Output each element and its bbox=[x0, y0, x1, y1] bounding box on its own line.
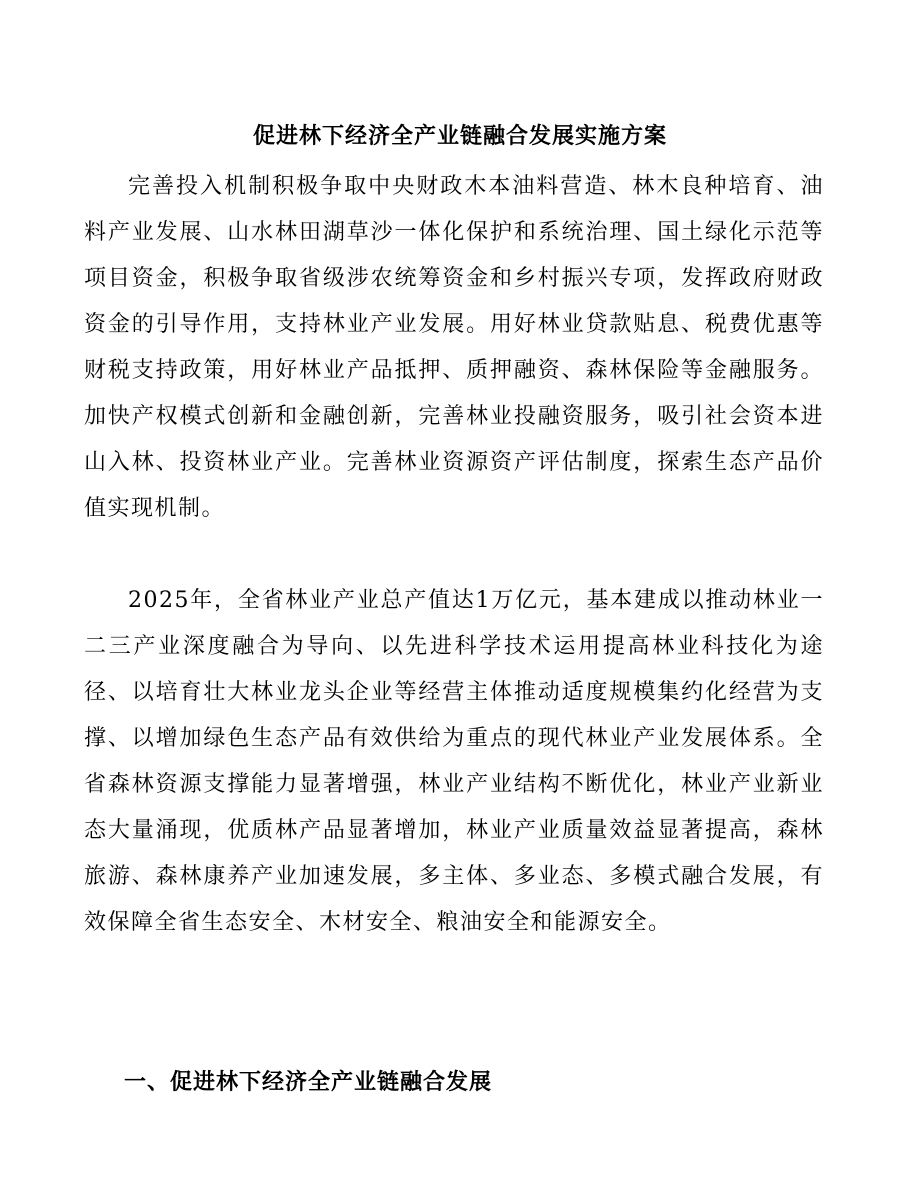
section-heading: 一、促进林下经济全产业链融合发展 bbox=[124, 1069, 493, 1095]
body-paragraph-goals-2025: 2025年，全省林业产业总产值达1万亿元，基本建成以推动林业一二三产业深度融合为导向、以先进科学技术运用提高林业科技化为途径、以培育壮大林业龙头企业等经营主体推动适度规模集约化经营为支撑、以增加绿色生态产品有效供给为重点的现代林业产业发展体系。全省森林资源支撑能力显著增强，林业产业结构不断优化，林业产业新业态大量涌现，优质林产品显著增加，林业产业质量效益显著提高，森林旅游、森林康养产业加速发展，多主体、多业态、多模式融合发展，有效保障全省生态安全、木材安全、粮油安全和能源安全。 bbox=[84, 588, 824, 935]
document-title: 促进林下经济全产业链融合发展实施方案 bbox=[252, 123, 667, 149]
body-paragraph-investment: 完善投入机制积极争取中央财政木本油料营造、林木良种培育、油料产业发展、山水林田湖草沙一体化保护和系统治理、国土绿化示范等项目资金，积极争取省级涉农统筹资金和乡村振兴专项，发挥政府财政资金的引导作用，支持林业产业发展。用好林业贷款贴息、税费优惠等财税支持政策，用好林业产品抵押、质押融资、森林保险等金融服务。加快产权模式创新和金融创新，完善林业投融资服务，吸引社会资本进山入林、投资林业产业。完善林业资源资产评估制度，探索生态产品价值实现机制。 bbox=[84, 174, 824, 521]
